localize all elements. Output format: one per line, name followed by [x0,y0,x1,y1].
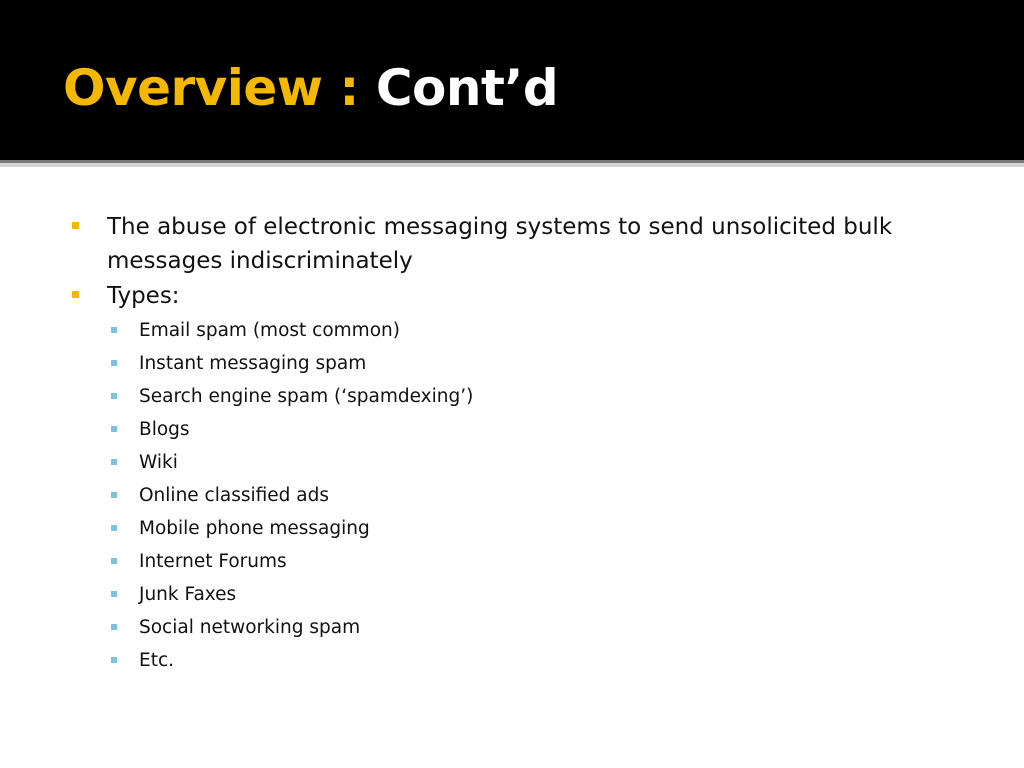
square-bullet-icon [111,393,117,399]
square-bullet-icon [111,558,117,564]
sub-bullet-text: Blogs [139,419,190,440]
square-bullet-icon [111,426,117,432]
sub-bullet-item [70,380,970,413]
sub-bullet-item [70,446,970,479]
title-divider-shadow [0,163,1024,167]
slide-body [70,210,970,677]
square-bullet-icon [111,624,117,630]
sub-bullet-text: Mobile phone messaging [139,518,370,539]
bullet-text: Types: [107,283,180,309]
square-bullet-icon [72,222,79,229]
sub-bullet-text: Online classified ads [139,485,329,506]
bullet-text: The abuse of electronic messaging systems to send unsolicited bulk messages indiscriminately [107,214,893,274]
square-bullet-icon [111,360,117,366]
sub-bullet-text: Instant messaging spam [139,353,367,374]
sub-bullet-item [70,578,970,611]
sub-bullet-text: Email spam (most common) [139,320,400,341]
sub-bullet-item [70,512,970,545]
sub-bullet-item [70,314,970,347]
sub-bullet-item [70,347,970,380]
square-bullet-icon [111,327,117,333]
slide-title [63,56,558,120]
square-bullet-icon [111,459,117,465]
sub-bullet-item [70,545,970,578]
sub-bullet-item [70,413,970,446]
sub-bullet-item [70,644,970,677]
sub-bullet-text: Social networking spam [139,617,361,638]
sub-bullet-item [70,611,970,644]
slide-title-accent: Overview : [63,59,359,117]
sub-bullet-text: Search engine spam (‘spamdexing’) [139,386,474,407]
sub-bullet-text: Junk Faxes [139,584,237,605]
sub-bullet-text: Wiki [139,452,178,473]
sub-bullet-item [70,479,970,512]
square-bullet-icon [111,525,117,531]
slide-title-main: Cont’d [375,59,559,117]
types-sub-list [70,314,970,677]
bullet-item [70,279,970,313]
sub-bullet-text: Etc. [139,650,174,671]
square-bullet-icon [111,591,117,597]
square-bullet-icon [111,657,117,663]
sub-bullet-text: Internet Forums [139,551,287,572]
bullet-item [70,210,970,278]
square-bullet-icon [72,291,79,298]
square-bullet-icon [111,492,117,498]
